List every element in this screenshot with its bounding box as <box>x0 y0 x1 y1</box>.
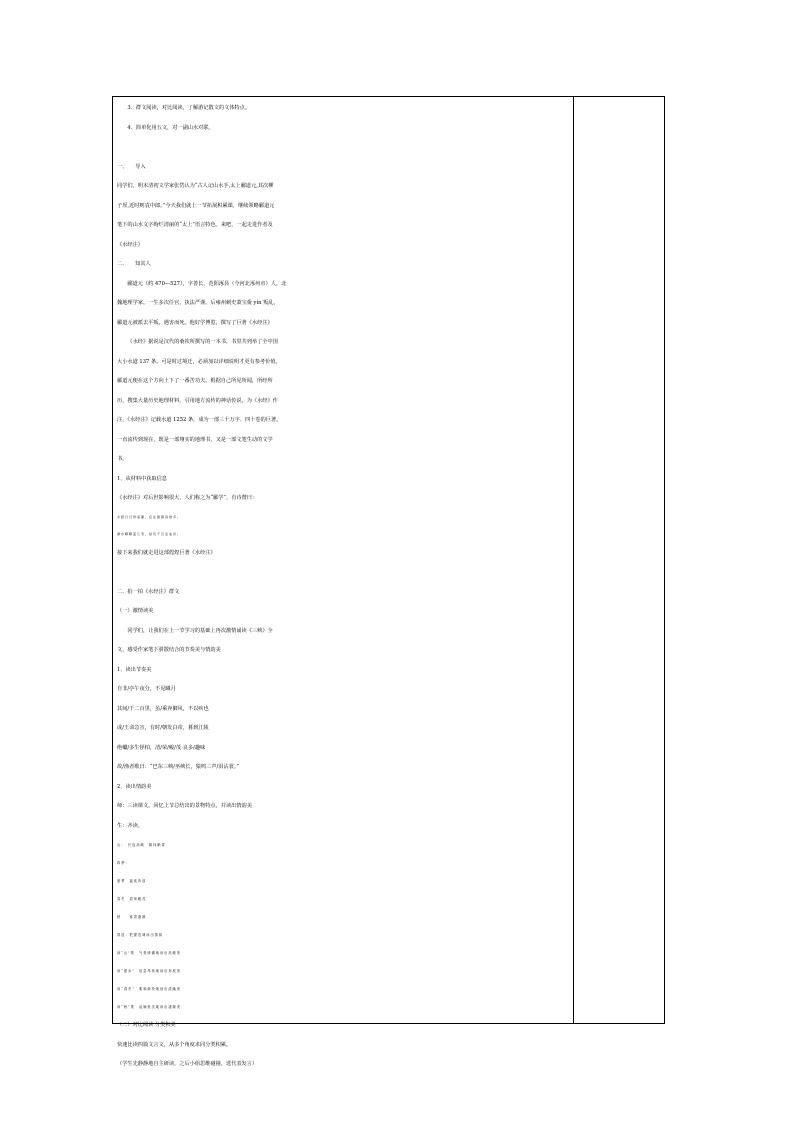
objective-4: 4、简单化用五文，对一副山水对联。 <box>127 124 214 131</box>
main-cell <box>117 99 569 1075</box>
section-group-reading-heading: 二、拍一拍《水经注》群文 <box>117 588 180 595</box>
compare-text-line: （学生先静静地自主研读，之后小组思维碰撞，选代表发言） <box>117 1061 258 1067</box>
shuijing-text-line: 书。 <box>117 456 128 462</box>
transition-text: 接下来我们就走进这部煌煌巨著《水经注》 <box>117 549 216 556</box>
tone-line: 读“春冬” 柔和渐快地读出清幽美 <box>117 987 181 991</box>
author-text-line: 郦道元（约 470—527），字善长，范阳涿县（今河北涿州市）人。北 <box>127 280 287 287</box>
shuijing-text-line: 历，搜集大量历史地理材料，引用地方流传的神话传说，为《水经》作 <box>117 397 278 404</box>
intro-text-line: 子厚,近时则袁中郎。”今天我们就上一节拓展积累课，继续领略郦道元 <box>117 202 275 209</box>
feature-line: 四季： <box>117 861 130 865</box>
notes-cell <box>574 97 664 1023</box>
influence-text: 《水经注》对后世影响很大，人们称之为“郦学”。有诗赞曰： <box>117 495 258 501</box>
lesson-plan-table <box>112 96 665 1067</box>
feature-line: 夏季 猛疾奔放 <box>117 879 147 883</box>
intro-text-line: 同学们，明末清初文学家张岱认为“古人记山水手,太上郦道元,其次柳 <box>117 183 274 189</box>
tone-line: 读“山”景 气势磅礴地读出高峻美 <box>117 951 181 955</box>
reading-text-line: 文，感受作家笔下骈散结合的节奏美与情韵美 <box>117 647 221 653</box>
tone-line: 读“秋”景 哀婉低沉地读出凄婉美 <box>117 1005 181 1009</box>
author-text-line: 郦道元被派去平叛，遇害而死。他好学博览，撰写了巨著《水经注》 <box>117 319 273 326</box>
intro-text-line: 《水经注》 <box>117 241 143 248</box>
shuijing-text-line: 一直流传到现在，既是一部翔实的地理书，又是一部文笔生动的文学 <box>117 436 273 443</box>
student-line: 生：齐读。 <box>117 822 143 829</box>
rhythm-line: 其间/千二百里，虽/乘奔御风，不以疾也 <box>117 705 209 712</box>
author-text-line: 魏地理学家。一生多次任官，执法严谨。后雍州刺史萧宝夤 yín 叛乱， <box>117 300 279 306</box>
objective-3: 3、群文阅读，对比阅读，了解游记散文的文体特点。 <box>127 105 251 111</box>
shuijing-text-line: 郦道元便在这个方向上下了一番苦功夫。根据自己所见所闻，所经所 <box>117 378 273 384</box>
poem-line: 水经行行珍衮墨，后注篇篇具细多。 <box>117 514 182 519</box>
feature-line: 山： 长连高峡 雄伟峭拔 <box>117 843 166 847</box>
subheading-info: 1、从材料中获取信息 <box>117 475 167 482</box>
rhythm-line: 自非/亭午夜分，不见曦月 <box>117 686 176 692</box>
rhythm-line: 故/渔者歌曰：“巴东三峡/巫峡长，猿鸣三声/泪沾裳。” <box>117 764 240 770</box>
compare-text-line: 快速比读四篇文言文，从多个角度求同分类积累。 <box>117 1041 232 1048</box>
rhythm-line: 绝巘/多生怪柏，清/荣/峻/茂 良多/趣味 <box>117 744 206 751</box>
subsection-heading: （一）激情读美 <box>117 608 154 614</box>
shuijing-text-line: 注，《水经注》记载水道 1252 条，成为一部三十万字、四十卷的巨著。 <box>117 417 282 423</box>
spacer <box>117 138 569 158</box>
feature-line: 春冬 清荣峻茂 <box>117 897 147 901</box>
poem-line: 满水聊聊蓝几笔，琼玑千百活成河。 <box>117 532 182 536</box>
tone-line: 读“夏水” 迅急昂扬地读出奔放美 <box>117 969 181 973</box>
feature-line: 秋 寒肃凄婉 <box>117 915 147 919</box>
shuijing-text-line: 《水经》据说是汉代的桑钦所撰写的一本书，书里共列举了全中国 <box>127 339 278 345</box>
rhythm-heading: 1、读出节奏美 <box>117 666 152 673</box>
teacher-line: 师：三读课文，回忆上节总结出的景物特点，并读出情韵美 <box>117 803 252 809</box>
shuijing-text-line: 大小水道 137 条。可是时过境迁，必须加以详细说明才更有参考价值。 <box>117 358 281 365</box>
intro-text-line: 笔下的山水文字绚烂清丽的“太上”语言特色。来吧，一起走进作者及 <box>117 222 273 228</box>
spacer <box>117 563 569 583</box>
subsection-heading: （二）对比阅读 分类积美 <box>117 1022 176 1028</box>
rhythm-line: 或/王命急宣，有时/朝发白帝，暮到江陵 <box>117 725 209 731</box>
reading-text-line: 同学们，让我们在上一节学习的基础上再次激情诵读《三峡》全 <box>127 627 273 634</box>
screen-display-line: 屏显：把握语调读出情韵 <box>117 933 164 937</box>
emotion-heading: 2、读出情韵美 <box>117 783 152 790</box>
section-intro-heading: 一、 导入 <box>117 163 146 170</box>
section-author-heading: 二、 知其人 <box>117 261 151 267</box>
